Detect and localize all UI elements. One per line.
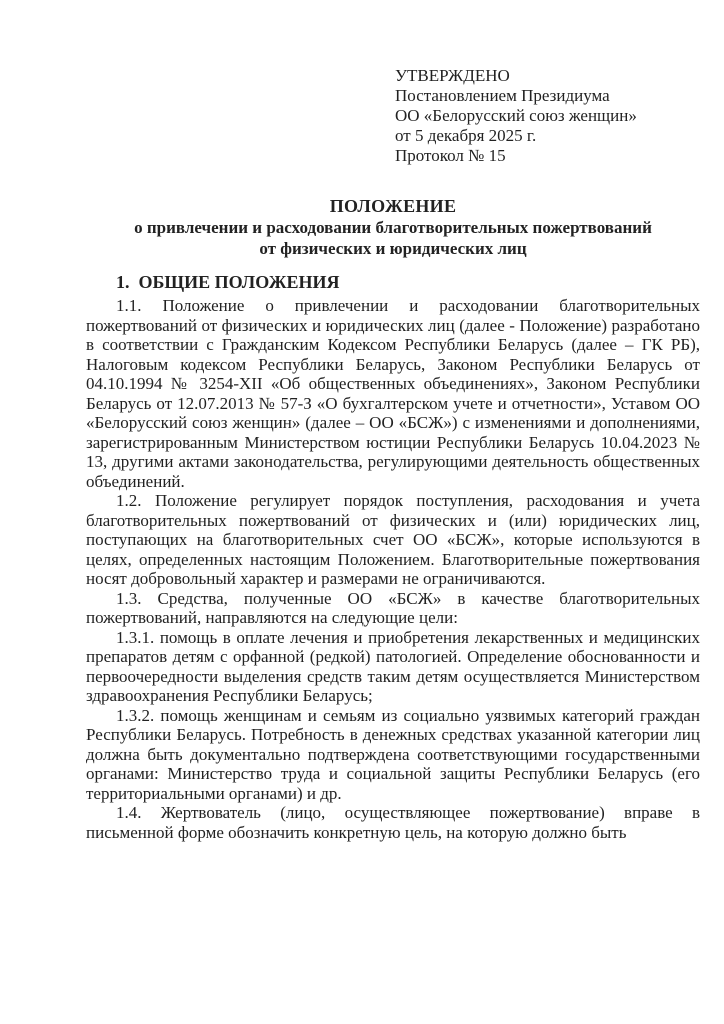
title-subtitle-line1: о привлечении и расходовании благотворительных пожертвований bbox=[134, 218, 652, 237]
section-1-content bbox=[86, 272, 700, 842]
section-1-heading bbox=[86, 272, 700, 293]
title-main: ПОЛОЖЕНИЕ bbox=[329, 196, 457, 216]
paragraph-1-4: 1.4. Жертвователь (лицо, осуществляющее пожертвование) вправе в письменной форме обозначить конкретную цель, на которую должно быть bbox=[86, 803, 700, 842]
section-1-heading-label: ОБЩИЕ ПОЛОЖЕНИЯ bbox=[138, 272, 340, 292]
approval-block bbox=[395, 66, 637, 166]
paragraph-1-2: 1.2. Положение регулирует порядок поступления, расходования и учета благотворительных пожертвований от физических и (или) юридических лиц, поступающих на благотворительных счет ОО «БСЖ», которые используются в целях, определенных настоящим Положением. Благотворительные пожертвования носят добровольный характер и размерами не ограничиваются. bbox=[86, 491, 700, 588]
approval-line-protocol: Протокол № 15 bbox=[395, 146, 506, 165]
title-subtitle-line2: от физических и юридических лиц bbox=[259, 239, 527, 258]
paragraph-1-3-2: 1.3.2. помощь женщинам и семьям из социально уязвимых категорий граждан Республики Беларусь. Потребность в денежных средствах указанной категории лиц должна быть документально подтверждена соответствующими государственными органами: Министерство труда и социальной защиты Республики Беларусь (его территориальными органами) и др. bbox=[86, 705, 700, 803]
approval-line-date: от 5 декабря 2025 г. bbox=[395, 126, 537, 145]
approval-line-organization: ОО «Белорусский союз женщин» bbox=[395, 106, 637, 125]
section-1-number: 1. bbox=[116, 272, 130, 292]
document-title bbox=[86, 196, 700, 259]
approval-line-approved: УТВЕРЖДЕНО bbox=[395, 66, 510, 85]
approval-line-resolution: Постановлением Президиума bbox=[395, 86, 610, 105]
paragraph-1-3-1: 1.3.1. помощь в оплате лечения и приобретения лекарственных и медицинских препаратов детям с орфанной (редкой) патологией. Определение обоснованности и первоочередности выделения средств таким детям осуществляется Министерством здравоохранения Республики Беларусь; bbox=[86, 627, 700, 705]
paragraph-1-3: 1.3. Средства, полученные ОО «БСЖ» в качестве благотворительных пожертвований, направляются на следующие цели: bbox=[86, 588, 700, 627]
paragraph-1-1: 1.1. Положение о привлечении и расходовании благотворительных пожертвований от физических и юридических лиц (далее - Положение) разработано в соответствии с Гражданским Кодексом Республики Беларусь (далее – ГК РБ), Налоговым кодексом Республики Беларусь, Законом Республики Беларусь от 04.10.1994 № 3254-XII «Об общественных объединениях», Законом Республики Беларусь от 12.07.2013 № 57-З «О бухгалтерском учете и отчетности», Уставом ОО «Белорусский союз женщин» (далее – ОО «БСЖ») с изменениями и дополнениями, зарегистрированным Министерством юстиции Республики Беларусь 10.04.2023 № 13, другими актами законодательства, регулирующими деятельность общественных объединений. bbox=[86, 296, 700, 491]
